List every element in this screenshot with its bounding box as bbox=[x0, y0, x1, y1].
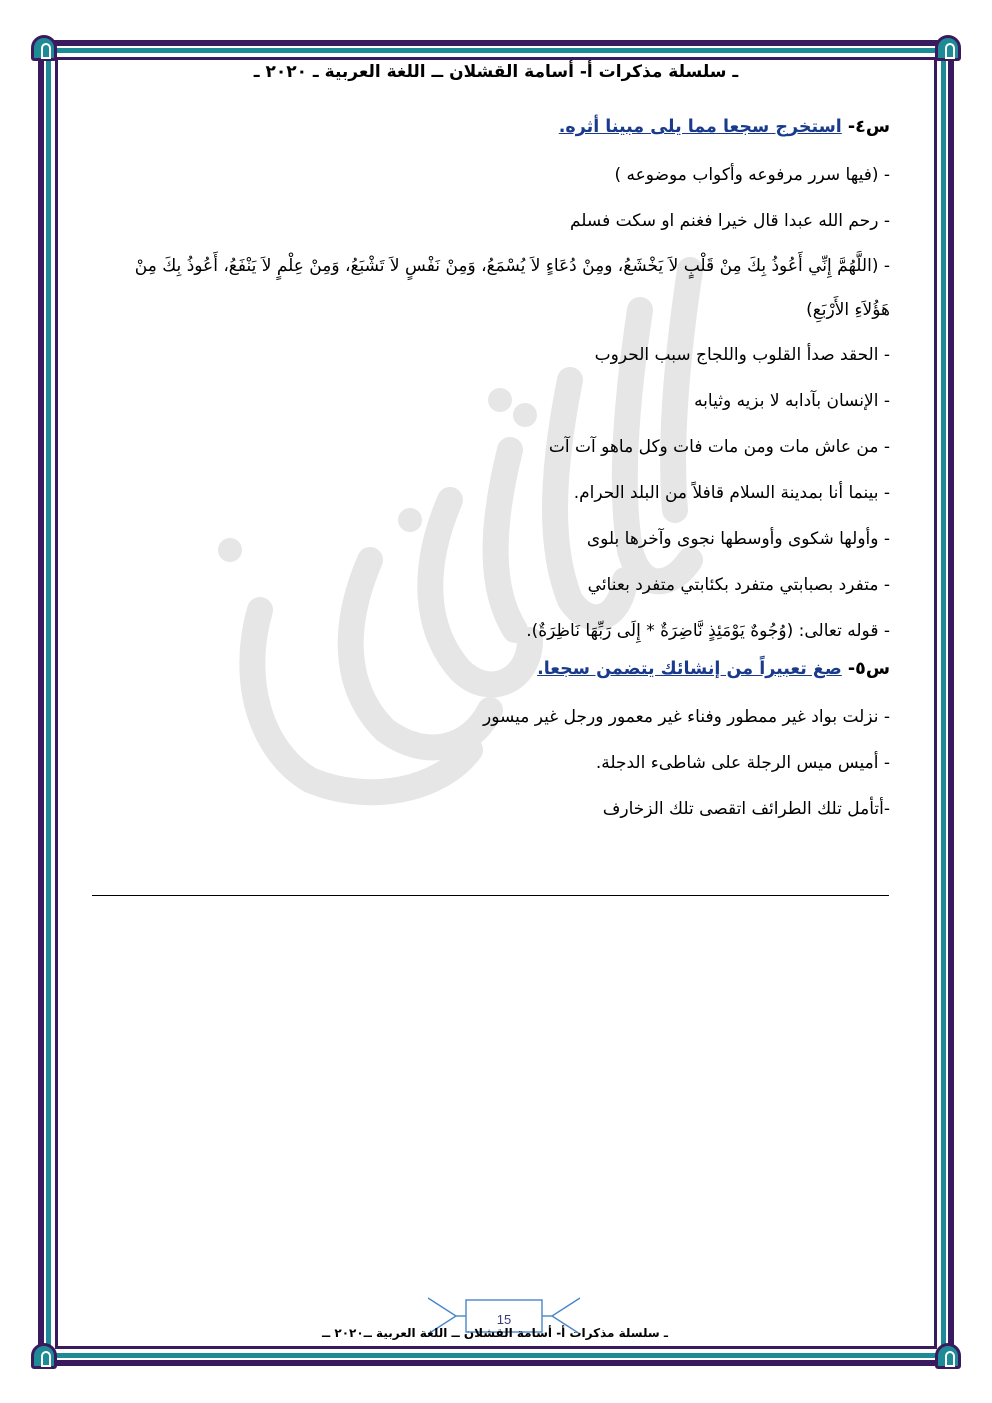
page-number: 15 bbox=[496, 1312, 512, 1327]
list-item: - وأولها شكوى وأوسطها نجوى وآخرها بلوى bbox=[586, 529, 890, 549]
corner-ornament-icon bbox=[935, 1343, 961, 1369]
page-footer: ـ سلسلة مذكرات أ- أسامة القشلان ــ اللغة العربية ــ٢٠٢٠ ــ bbox=[321, 1326, 668, 1340]
list-item: - الإنسان بآدابه لا بزيه وثيابه bbox=[694, 391, 890, 411]
page-header: ـ سلسلة مذكرات أ- أسامة القشلان ــ اللغة العربية ـ ٢٠٢٠ ـ bbox=[253, 62, 739, 82]
list-item: - أميس ميس الرجلة على شاطىء الدجلة. bbox=[595, 753, 890, 773]
list-item: - رحم الله عبدا قال خيرا فغنم او سكت فسلم bbox=[569, 211, 890, 231]
list-item: - الحقد صدأ القلوب واللجاج سبب الحروب bbox=[594, 345, 890, 365]
horizontal-rule bbox=[92, 895, 889, 896]
list-item: - (فيها سرر مرفوعه وأكواب موضوعه ) bbox=[614, 165, 890, 185]
question-heading bbox=[108, 654, 890, 684]
question-title: صغ تعبيراً من إنشائك يتضمن سجعا. bbox=[537, 659, 842, 679]
list-item: - نزلت بواد غير ممطور وفناء غير معمور ورجل غير ميسور bbox=[483, 707, 890, 727]
list-item: - قوله تعالى: (وُجُوهٌ يَوْمَئِذٍ نَّاضِرَةٌ * إِلَى رَبِّهَا نَاظِرَةٌ). bbox=[526, 621, 890, 641]
corner-ornament-icon bbox=[31, 35, 57, 61]
list-item: -أتأمل تلك الطرائف اتقصى تلك الزخارف bbox=[602, 799, 890, 819]
question-number: س٤- bbox=[847, 117, 890, 137]
list-item: - (اللَّهُمَّ إِنِّي أَعُوذُ بِكَ مِنْ قَلْبٍ لاَ يَخْشَعُ، ومِنْ دُعَاءٍ لاَ يُسْمَعُ، وَمِنْ نَفْسٍ لاَ تَشْبَعُ، وَمِنْ عِلْمٍ لاَ يَنْفَعُ، أَعُوذُ بِكَ مِنْ هَؤُلاَءِ الأَرْبَعِ) bbox=[134, 256, 890, 320]
list-item: - متفرد بصبابتي متفرد بكئابتي متفرد بعنائي bbox=[587, 575, 890, 595]
document-content bbox=[108, 112, 890, 832]
question-heading bbox=[108, 112, 890, 142]
list-item: - بينما أنا بمدينة السلام قافلاً من البلد الحرام. bbox=[573, 483, 890, 503]
corner-ornament-icon bbox=[935, 35, 961, 61]
corner-ornament-icon bbox=[31, 1343, 57, 1369]
list-item: - من عاش مات ومن مات فات وكل ماهو آت آت bbox=[548, 437, 890, 457]
question-title: استخرج سجعا مما يلى مبينا أثره. bbox=[558, 117, 842, 137]
question-number: س٥- bbox=[847, 659, 890, 679]
